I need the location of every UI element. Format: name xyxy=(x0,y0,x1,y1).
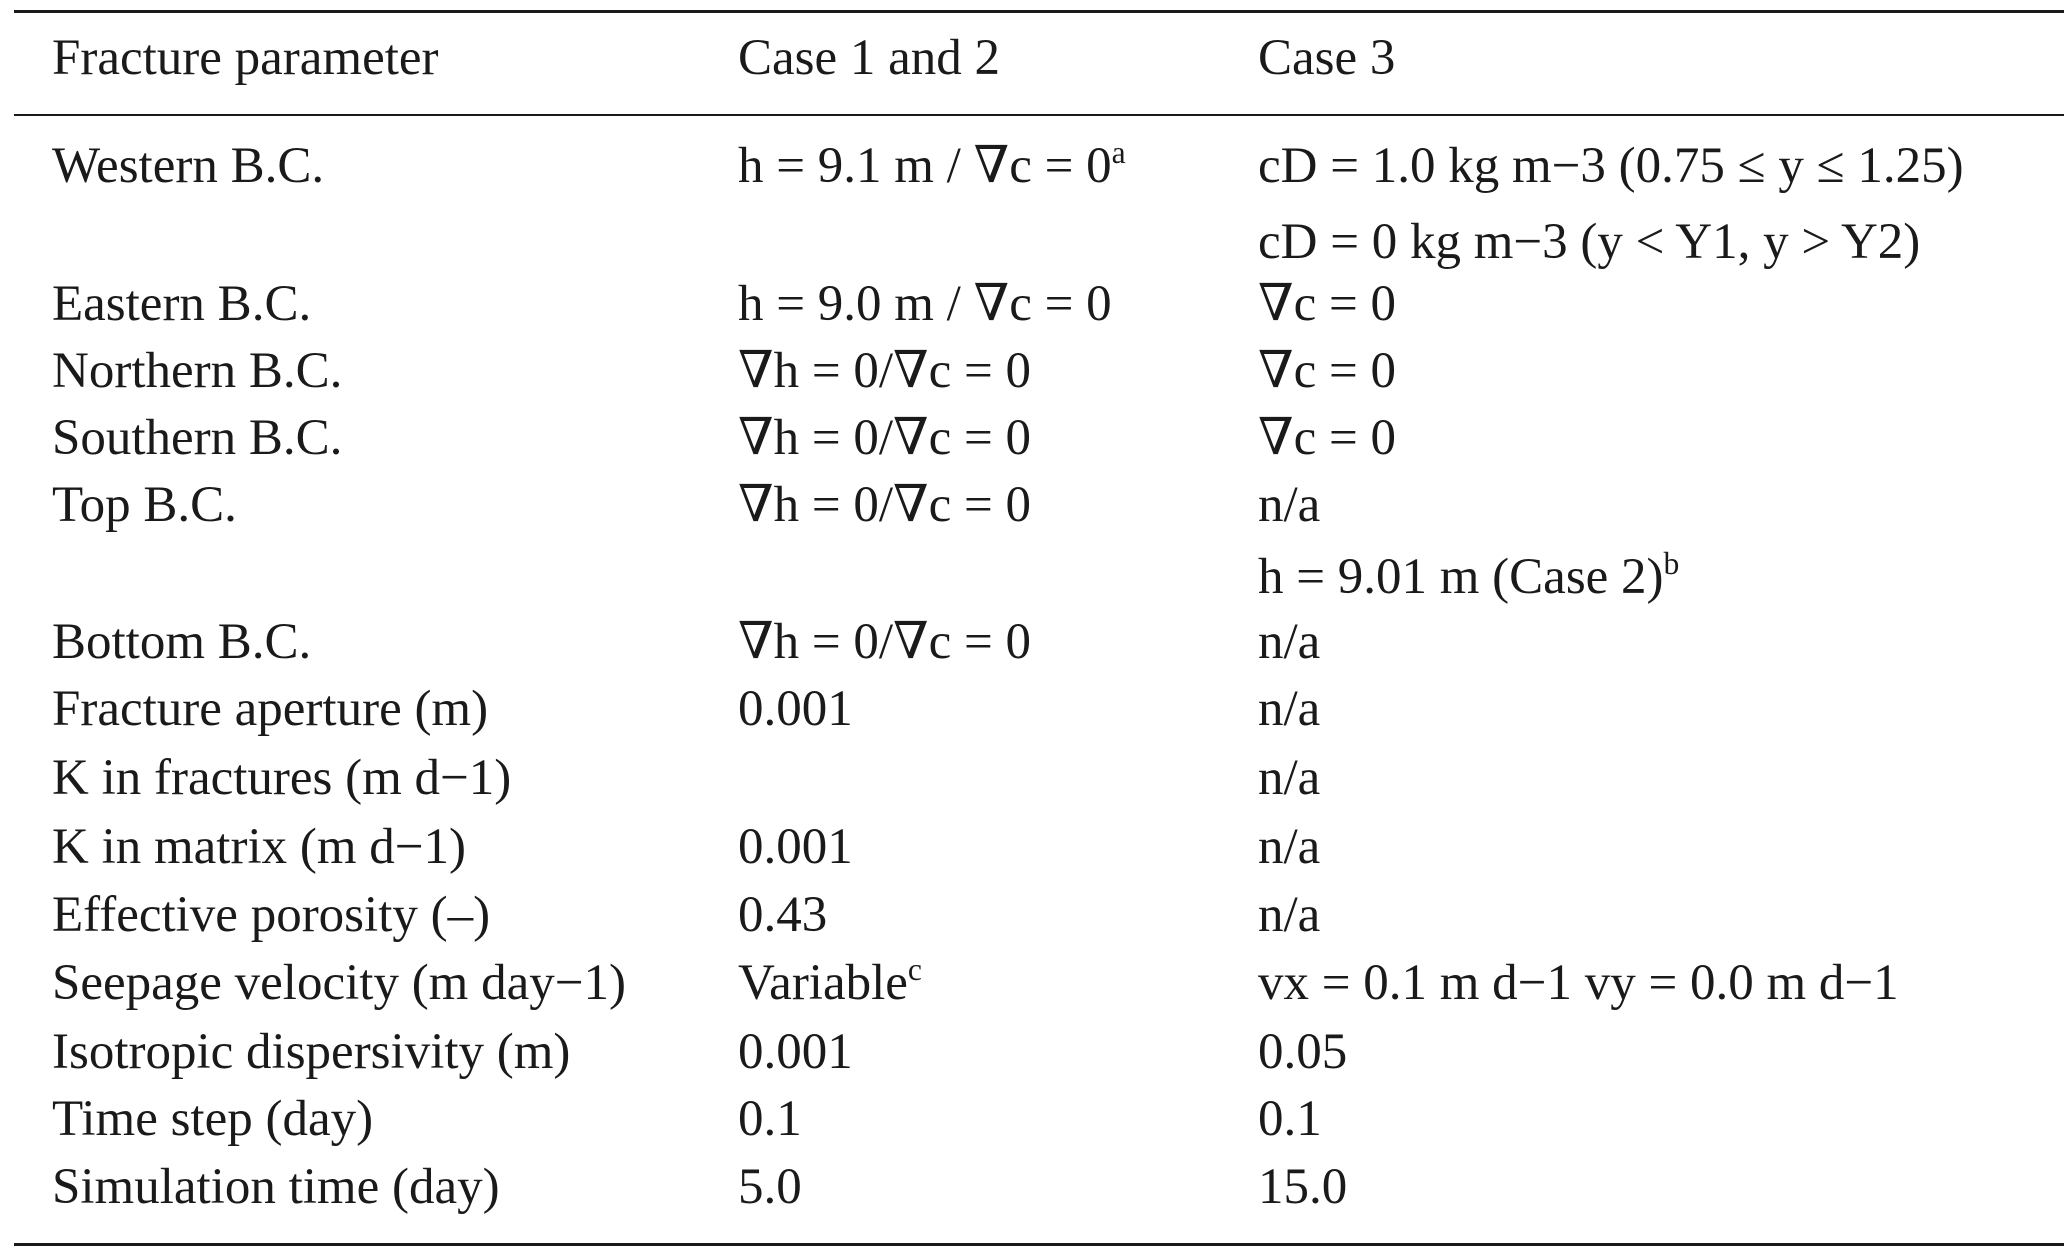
row-seepage-case12 xyxy=(738,953,922,1013)
footnote-b: b xyxy=(1663,546,1680,582)
row-western-param: Western B.C. xyxy=(52,138,325,194)
row-top-case3-extra-text: h = 9.01 m (Case 2) xyxy=(1258,549,1664,605)
row-aperture-case12: 0.001 xyxy=(738,681,853,737)
row-bottom-case3: n/a xyxy=(1258,614,1321,670)
row-northern-case3: ∇c = 0 xyxy=(1258,343,1397,399)
table-bottom-rule xyxy=(14,1243,2064,1246)
row-sim-time-param: Simulation time (day) xyxy=(52,1159,500,1215)
row-dispersivity-case12: 0.001 xyxy=(738,1024,853,1080)
header-fracture-parameter: Fracture parameter xyxy=(52,30,439,86)
row-western-case3-line2: cD = 0 kg m−3 (y < Y1, y > Y2) xyxy=(1258,214,1921,270)
row-k-matrix-case3: n/a xyxy=(1258,819,1321,875)
row-seepage-case3: vx = 0.1 m d−1 vy = 0.0 m d−1 xyxy=(1258,955,1899,1011)
header-case-1-and-2: Case 1 and 2 xyxy=(738,30,1001,86)
row-time-step-case3: 0.1 xyxy=(1258,1091,1322,1147)
row-seepage-param: Seepage velocity (m day−1) xyxy=(52,955,626,1011)
row-bottom-param: Bottom B.C. xyxy=(52,614,312,670)
row-dispersivity-param: Isotropic dispersivity (m) xyxy=(52,1024,571,1080)
row-southern-case3: ∇c = 0 xyxy=(1258,410,1397,466)
row-eastern-case3: ∇c = 0 xyxy=(1258,276,1397,332)
row-aperture-param: Fracture aperture (m) xyxy=(52,681,489,737)
row-k-matrix-param: K in matrix (m d−1) xyxy=(52,819,467,875)
row-porosity-param: Effective porosity (–) xyxy=(52,887,491,943)
footnote-c: c xyxy=(907,952,922,988)
row-time-step-case12: 0.1 xyxy=(738,1091,802,1147)
row-dispersivity-case3: 0.05 xyxy=(1258,1024,1348,1080)
row-southern-case12: ∇h = 0/∇c = 0 xyxy=(738,410,1032,466)
row-top-case12: ∇h = 0/∇c = 0 xyxy=(738,477,1032,533)
row-eastern-param: Eastern B.C. xyxy=(52,276,312,332)
row-seepage-case12-text: Variable xyxy=(738,955,908,1011)
row-k-fractures-param: K in fractures (m d−1) xyxy=(52,750,512,806)
row-k-fractures-case3: n/a xyxy=(1258,750,1321,806)
footnote-a: a xyxy=(1111,135,1126,171)
row-southern-param: Southern B.C. xyxy=(52,410,343,466)
row-northern-param: Northern B.C. xyxy=(52,343,343,399)
row-sim-time-case12: 5.0 xyxy=(738,1159,802,1215)
row-sim-time-case3: 15.0 xyxy=(1258,1159,1348,1215)
row-eastern-case12: h = 9.0 m / ∇c = 0 xyxy=(738,276,1112,332)
row-top-param: Top B.C. xyxy=(52,477,237,533)
row-western-case3-line1: cD = 1.0 kg m−3 (0.75 ≤ y ≤ 1.25) xyxy=(1258,138,1964,194)
header-case-3: Case 3 xyxy=(1258,30,1396,86)
row-k-matrix-case12: 0.001 xyxy=(738,819,853,875)
table-top-rule xyxy=(14,10,2064,13)
row-top-case3-extra xyxy=(1258,547,1679,607)
row-time-step-param: Time step (day) xyxy=(52,1091,374,1147)
header-rule xyxy=(14,114,2064,116)
row-top-case3: n/a xyxy=(1258,477,1321,533)
row-porosity-case12: 0.43 xyxy=(738,887,828,943)
row-western-case12-text: h = 9.1 m / ∇c = 0 xyxy=(738,138,1112,194)
row-porosity-case3: n/a xyxy=(1258,887,1321,943)
row-aperture-case3: n/a xyxy=(1258,681,1321,737)
row-northern-case12: ∇h = 0/∇c = 0 xyxy=(738,343,1032,399)
row-bottom-case12: ∇h = 0/∇c = 0 xyxy=(738,614,1032,670)
row-western-case12 xyxy=(738,136,1126,196)
